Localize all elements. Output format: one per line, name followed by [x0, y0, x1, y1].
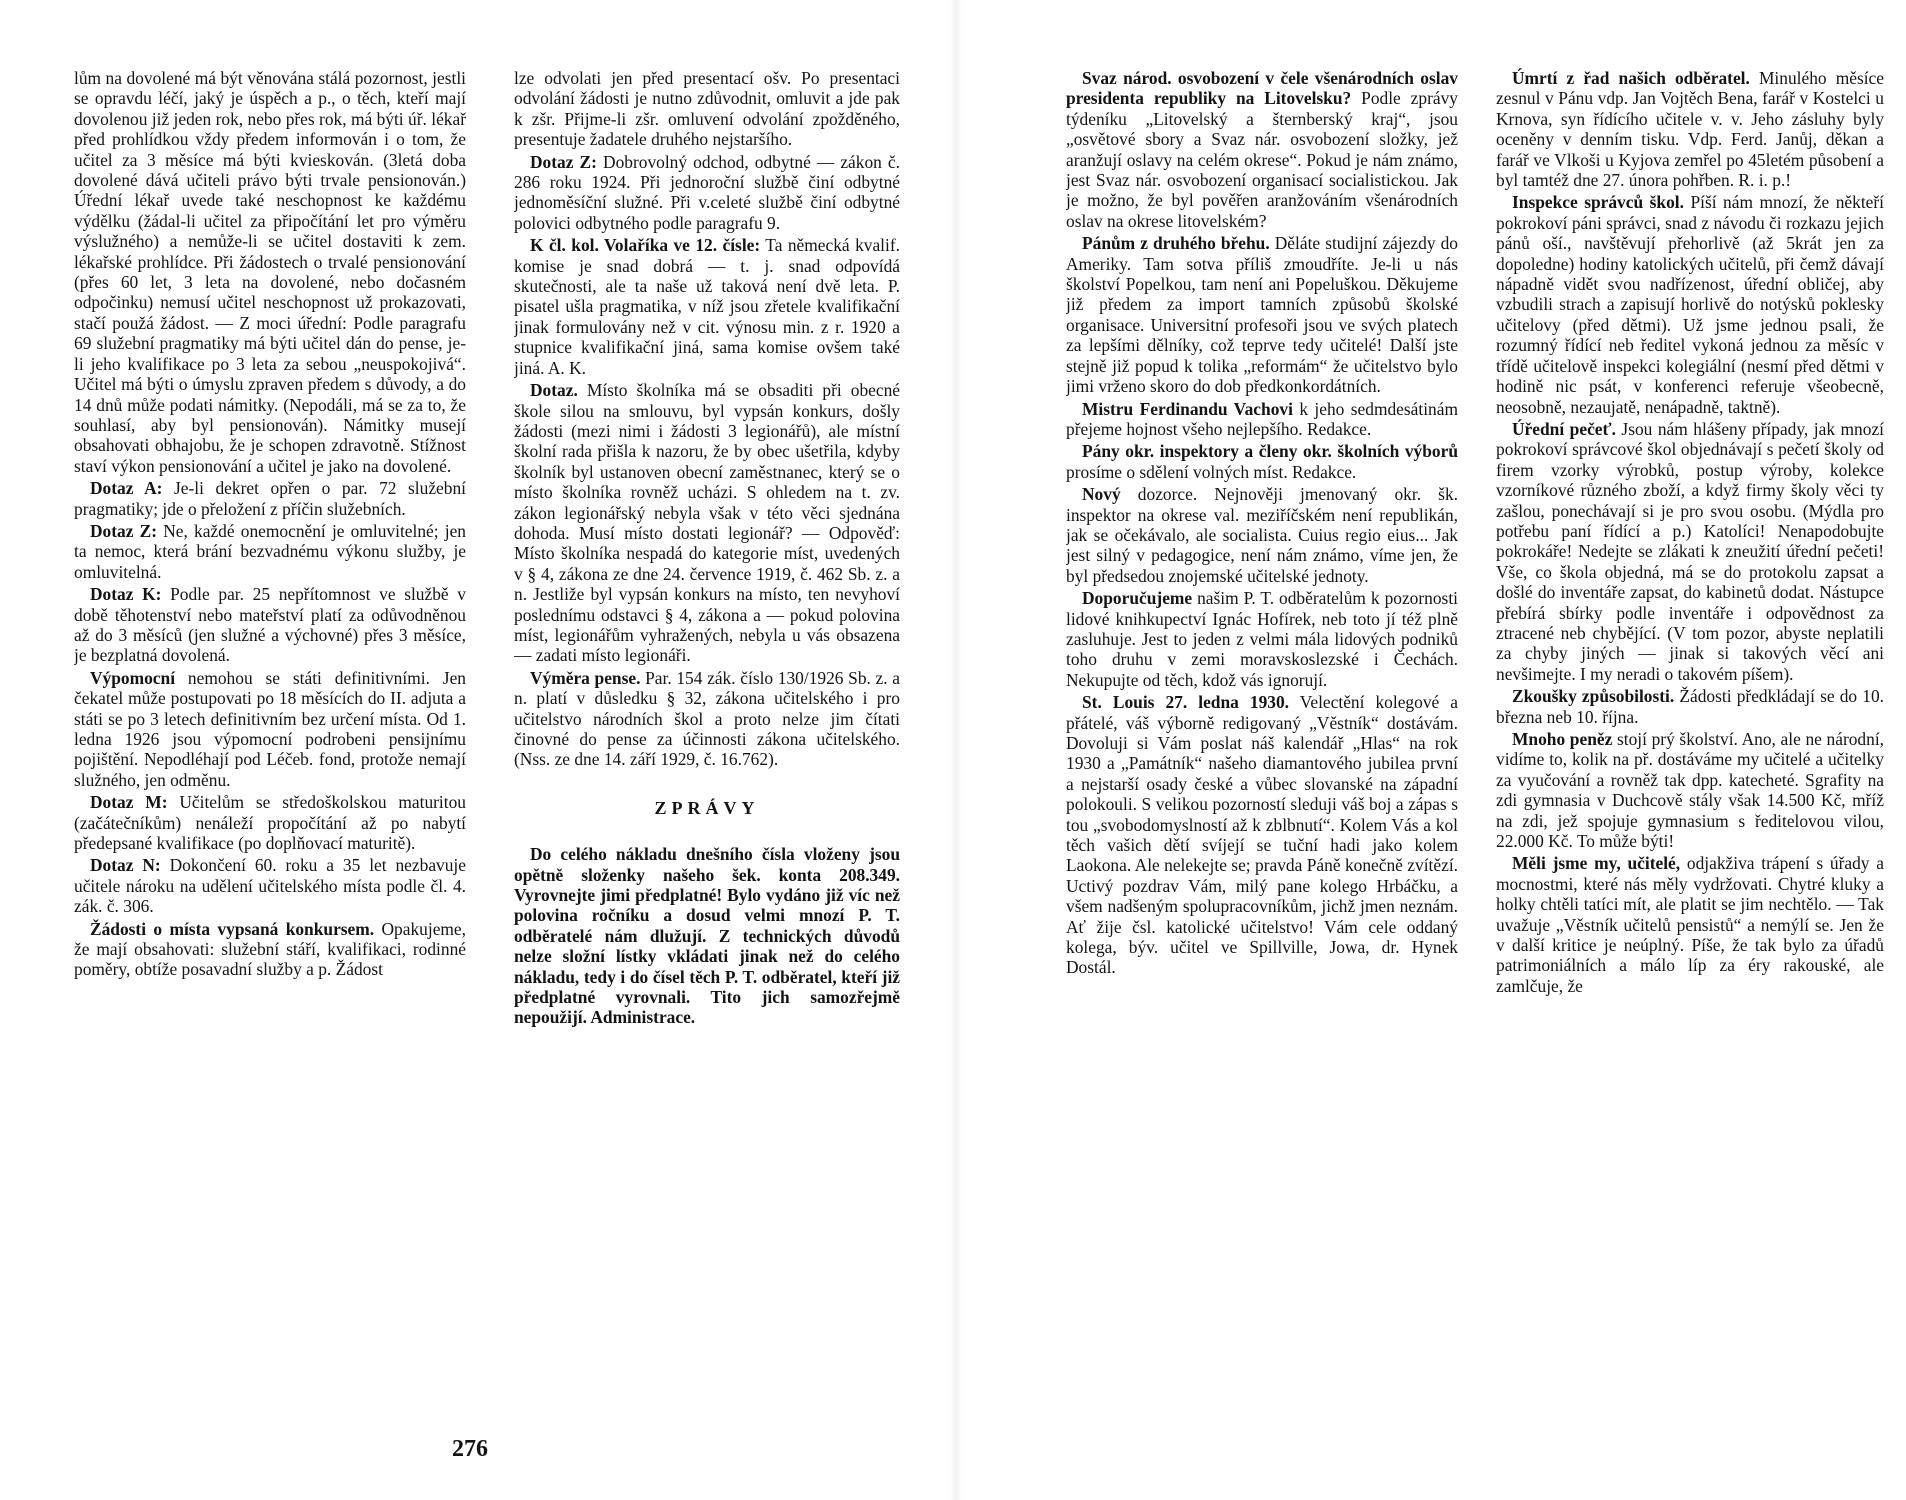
paragraph-lead: Dotaz M: [90, 792, 168, 813]
paragraph-lead: Dotaz Z: [90, 520, 158, 541]
paragraph-lead: Dotaz A: [90, 478, 163, 499]
section-heading-zpravy: ZPRÁVY [654, 797, 760, 818]
paragraph-lead: Pány okr. inspektory a členy okr. školních výborů [1082, 441, 1458, 462]
article-paragraph [1066, 399, 1458, 440]
paragraph-text: Ne, každé onemocnění je omluvitelné; jen ta nemoc, která brání bezvadnému výkonu služby, je omluvitelná. [74, 520, 466, 582]
paragraph-text: Opakujeme, že mají obsahovati: služební stáří, kvalifikaci, rodinné poměry, obtíže posavadní služby a p. Žádost [74, 918, 466, 980]
paragraph-text: k jeho sedmdesátinám přejeme hojnost všeho nejlepšího. Redakce. [1066, 398, 1458, 439]
paragraph-lead: Úmrtí z řad našich odběratel. [1512, 68, 1750, 88]
article-paragraph [1496, 729, 1884, 851]
paragraph-text: lze odvolati jen před presentací ošv. Po presentaci odvolání žádosti je nutno zdůvodnit, omluvit a jde pak k zšr. Přijme-li zšr. omluvení odvolání zpožděného, presentuje žadatele druhého nejstaršího. [514, 68, 900, 150]
article-paragraph [1066, 441, 1458, 482]
paragraph-lead: Svaz národ. osvobození v čele všenárodních oslav presidenta republiky na Litovelsku? [1066, 68, 1458, 109]
book-gutter [950, 0, 962, 1500]
paragraph-text: odjakživa trápení s úřady a mocnostmi, které nás měly vydržovati. Chytré kluky a holky chtěli tatíci mít, ale platit se jim nechtělo. — Tak uvažuje „Věstník učitelů pensistů“ a nemýlí se. Jen že v další kritice je neúplný. Píše, že tak bylo za úřadů patrimoniálních a málo líp za éry rakouské, ale zamlčuje, že [1496, 853, 1884, 996]
article-paragraph [1066, 692, 1458, 978]
paragraph-text: Ta německá kvalif. komise je snad dobrá — t. j. snad odpovídá skutečnosti, ale ta naše už taková není dvě leta. P. pisatel ušla pragmatika, v níž jsou zřetele kvalifikační jinak formulovány než v cit. výnosu min. z r. 1920 a stupnice kvalifikační jiná, sama komise ovšem také jiná. A. K. [514, 235, 900, 378]
left-page-column-2 [514, 68, 900, 1428]
article-paragraph [1066, 233, 1458, 396]
paragraph-lead: Dotaz. [530, 380, 578, 401]
article-paragraph [514, 235, 900, 378]
paragraph-lead: Nový [1082, 484, 1121, 505]
article-paragraph [74, 855, 466, 916]
right-page-column-2 [1496, 68, 1884, 1428]
article-paragraph [1496, 68, 1884, 190]
paragraph-text: Par. 154 zák. číslo 130/1926 Sb. z. a n. platí v důsledku § 32, zákona učitelského i pro učitelstvo národních škol a proto nelze jim čítati činovné do pense za účinnosti zákona učitelského. (Nss. ze dne 14. září 1929, č. 16.762). [514, 667, 900, 770]
paragraph-text: Podle zprávy týdeníku „Litovelský a šternberský kraj“, jsou „osvětové sbory a Svaz nár. osvobození složky, jež aranžují oslavy na celém okrese“. Pokud je nám známo, jest Svaz nár. osvobození organisací socialistickou. Jak je možno, že byl pověřen aranžováním všenárodních oslav na okrese litovelském? [1066, 88, 1458, 231]
right-page-column-1 [1066, 68, 1458, 1428]
paragraph-text: Píší nám mnozí, že někteří pokrokoví páni správci, snad z návodu či rozkazu jejich pánů oší., navštěvují přehorlivě (až 5krát jen za dopoledne) hodiny katolických učitelů, při čemž dávají nápadně vidět svou nadřízenost, úřední obličej, aby vzbudili strach a zapisují horlivě do notýsků poklesky učitelovy (před dětmi). Už jsme jednou psali, že rozumný řídící neb ředitel vykoná jednou za měsíc v třídě učitelově inspekci kolegiální (nesmí před dětmi v hodině nic psát, v konferenci referuje všeobecně, neosobně, nezaujatě, nenápadně, taktně). [1496, 192, 1884, 417]
paragraph-lead: Mistru Ferdinandu Vachovi [1082, 398, 1293, 419]
paragraph-text: Místo školníka má se obsaditi při obecné škole silou na smlouvu, byl vypsán konkurs, došly žádosti (mezi nimi i žádosti 3 legionářů), ale místní školní rada přišla k nazoru, že by obec ušetřila, kdyby školník byl ustanoven obecní zaměstnanec, který se o místo školníka rovněž ucházi. S ohledem na t. zv. zákon legionářský nebyla však v této věci sjednána dohoda. Musí místo dostati legionář? — Odpověď: Místo školníka nespadá do kategorie míst, uvedených v § 4, zákona ze dne 24. července 1919, č. 462 Sb. z. a n. Jestliže byl vypsán konkurs na místo, ten nevyhoví poslednímu odstavci § 4, zákona a — pokud polovina míst, legionářům vyhražených, nebyla u vás obsazena — zadati místo legionáři. [514, 380, 900, 666]
paragraph-text: nemohou se státi definitivními. Jen čekatel může postupovati po 18 měsících do II. adjuta a státi se po 3 letech definitivním bez určení místa. Od 1. ledna 1926 jsou výpomocní podrobeni pensijnímu pojištění. Nepodléhají pod Léčeb. fond, protože nemají služného, jen odměnu. [74, 667, 466, 790]
paragraph-lead: Dotaz K: [90, 584, 162, 605]
article-paragraph [1496, 192, 1884, 416]
left-page-column-1 [74, 68, 466, 1428]
article-paragraph [1496, 419, 1884, 684]
paragraph-lead: Dotaz Z: [530, 151, 597, 172]
paragraph-text: Učitelům se středoškolskou maturitou (začátečníkům) nenáleží propočítání až po nabytí předepsané kvalifikace (po doplňovací maturitě). [74, 792, 466, 854]
article-paragraph [74, 919, 466, 980]
paragraph-lead: K čl. kol. Volaříka ve 12. čísle: [530, 235, 761, 256]
paragraph-text: Děláte studijní zájezdy do Ameriky. Tam sotva příliš zmoudříte. Je-li u nás školství Popelkou, tam není ani Popeluškou. Děkujeme již předem za import tamních způsobů školské organisace. Universitní profesoři jsou ve svých platech za lepšími dělníky, což teprve tedy učitelé! Další jste stejně již popud k tolika „reformám“ že učitelstvo bylo jimi vrženo skoro do dob předkonkordátních. [1066, 233, 1458, 397]
article-paragraph [74, 668, 466, 790]
article-paragraph [514, 380, 900, 666]
paragraph-text: Jsou nám hlášeny případy, jak mnozí pokrokoví správcové škol objednávají s pečetí školy od firem vzorky výrobků, postup výroby, kolekce vzorníkové různého zboží, a když firmy školy věci ty zašlou, ponechávají si je pro svou osobu. (Mýdla pro potřebu paní řídící a p.) Katolíci! Nenapodobujte pokrokáře! Nedejte se zlákati k zneužití úřední pečeti! Vše, co škola objedná, má se do protokolu zapsat a došlé do inventáře zapsat, do kabinetů dodat. Nástupce přebírá sbírky podle inventáře i odpovědnost za ztracené neb chybějící. (V tom pozor, abyste neplatili za chyby jiných — jinak si takových věcí ani nevšimejte. I my neradi o takovém píšem). [1496, 418, 1884, 684]
article-paragraph [74, 792, 466, 853]
article-paragraph [74, 68, 466, 476]
paragraph-text: Dobrovolný odchod, odbytné — zákon č. 286 roku 1924. Při jednoroční službě činí odbytné jednoměsíční služné. Při v.celeté službě činí odbytné polovici odbytného podle paragrafu 9. [514, 151, 900, 233]
paragraph-text: stojí prý školství. Ano, ale ne národní, vidíme to, kolik na př. dostáváme my učitelé a učitelky za vyučování a rovněž tak dpp. katecheté. Sgrafity na zdi gymnasia v Duchcově stály však 14.500 Kč, mříž na zdi, jež spojuje gymnasium s ředitelovou vilou, 22.000 Kč. To může býti! [1496, 729, 1884, 852]
paragraph-lead: Inspekce správců škol. [1512, 192, 1684, 213]
paragraph-text: Velectění kolegové a přátelé, váš výborně redigovaný „Věstník“ dostávám. Dovoluji si Vám poslat náš kalendář „Hlas“ na rok 1930 a „Památník“ našeho diamantového jubilea první a nejstarší osady české a vůbec slovanské na západní polokouli. S velikou pozorností sleduji váš boj a zápas s tou „svobodomyslností až k zblbnutí“. Kolem Vás a kol těch vašich dětí svíjejí se tuční hadi jako kolem Laokona. Ale nelekejte se; pravda Páně konečně zvítězí. Uctivý pozdrav Vám, milý pane kolego Hrbáčku, a všem nadšeným spolupracovníkům, jichž jmen neznám. Ať žije čsl. katolické učitelstvo! Vám cele oddaný kolega, býv. učitel ve Spillville, Jowa, dr. Hynek Dostál. [1066, 692, 1458, 978]
article-paragraph [514, 68, 900, 150]
paragraph-text: lům na dovolené má být věnována stálá pozornost, jestli se opravdu léčí, jaký je úspěch a p., o těch, kteří mají dovolenou již jeden rok, nebo přes rok, má býti úř. lékař před prohlídkou vždy předem informován i o tom, že učitel za 3 měsíce má býti kvieskován. (3letá doba dovolené dává učiteli právo býti trvale pensionován.) Úřední lékař uvede také neschopnost ke každému výdělku (žádal-li učitel za připočítání let pro výměru výslužného) a nemůže-li se učitel dostaviti k zem. lékařské prohlídce. Při žádostech o trvalé pensionování (přes 60 let, 3 leta na dovolené, nebo dočasném odpočinku) nemusí učitel neschopnost už prokazovati, stačí použá žádost. — Z moci úřední: Podle paragrafu 69 služební pragmatiky má býti učitel dán do pense, je-li jeho kvalifikace po 3 leta za sebou „neuspokojivá“. Učitel má býti o úmyslu zpraven předem s důvody, a do 14 dnů může podati námitky. (Nepodáli, má se za to, že souhlasí, aby byl pensionován). Námitky musejí obsahovati obhajobu, že je schopen zdravotně. Stížnost staví výkon pensionování a učitel je jako na dovolené. [74, 68, 466, 476]
article-paragraph [1496, 853, 1884, 996]
paragraph-lead: Dotaz N: [90, 855, 161, 876]
paragraph-text: Je-li dekret opřen o par. 72 služební pragmatiky; jde o přeložení z příčin služebních. [74, 478, 466, 519]
article-paragraph [74, 521, 466, 582]
article-paragraph [74, 478, 466, 519]
paragraph-text: našim P. T. odběratelům k pozornosti lidové knihkupectví Ignác Hofírek, neb toto jí též plně zasluhuje. Jest to jeden z velmi mála lidových podniků toho druhu v zemi moravskoslezské i Čechách. Nekupujte od těch, kdož vás ignorují. [1066, 588, 1458, 690]
article-paragraph [1066, 484, 1458, 586]
paragraph-lead: Mnoho peněz [1512, 729, 1613, 749]
paragraph-lead: Zkoušky způsobilosti. [1512, 686, 1675, 707]
paragraph-text: Minulého měsíce zesnul v Pánu vdp. Jan Vojtěch Bena, farář v Kostelci u Krnova, syn řídícího učitele v. v. Jeho zásluhy byly oceněny v denním tisku. Vdp. Ferd. Janůj, děkan a farář ve Vlkoši u Kyjova zemřel po 45letém působení a byl tamtéž dne 27. února pohřben. R. i. p.! [1496, 68, 1884, 191]
paragraph-text: Žádosti předkládají se do 10. března neb 10. října. [1496, 686, 1884, 727]
paragraph-lead: St. Louis 27. ledna 1930. [1082, 692, 1290, 713]
paragraph-lead: Měli jsme my, učitelé, [1512, 853, 1681, 874]
subscription-notice: Do celého nákladu dnešního čísla vloženy jsou opětně složenky našeho šek. konta 208.349. Vyrovnejte jimi předplatné! Bylo vydáno již víc než polovina ročníku a dosud velmi mnozí P. T. odběratelé nám dlužují. Z technických důvodů nelze složní lístky vkládati jinak než do celého nákladu, tedy i do čísel těch P. T. odběratel, kteří již předplatné vyrovnali. Tito jich samozřejmě nepoužijí. Administrace. [514, 844, 900, 1028]
paragraph-lead: Výpomocní [90, 667, 176, 688]
article-paragraph [514, 668, 900, 770]
article-paragraph [74, 584, 466, 666]
paragraph-lead: Výměra pense. [530, 667, 641, 688]
paragraph-lead: Pánům z druhého břehu. [1082, 233, 1270, 254]
paragraph-lead: Úřední pečeť. [1512, 418, 1616, 439]
article-paragraph [514, 152, 900, 234]
paragraph-text: dozorce. Nejnověji jmenovaný okr. šk. inspektor na okrese val. meziříčském není republikán, jak se očekávalo, ale socialista. Cuius regio eius... Jak jest silný v pedagogice, není nám známo, víme jen, že byl předsedou znojemské učitelské jednoty. [1066, 484, 1458, 586]
article-paragraph [1066, 68, 1458, 231]
paragraph-lead: Žádosti o místa vypsaná konkursem. [90, 918, 375, 939]
paragraph-text: Dokončení 60. roku a 35 let nezbavuje učitele nároku na udělení učitelského místa podle čl. 4. zák. č. 306. [74, 855, 466, 917]
article-paragraph [1496, 686, 1884, 727]
paragraph-lead: Doporučujeme [1082, 588, 1193, 609]
article-paragraph [1066, 588, 1458, 690]
paragraph-text: Podle par. 25 nepřítomnost ve službě v době těhotenství nebo mateřství platí za odůvodněnou až do 3 měsíců (jen služné a výchovné) přes 3 měsíce, je bezplatná dovolená. [74, 584, 466, 666]
page-number: 276 [452, 1436, 488, 1462]
paragraph-text: prosíme o sdělení volných míst. Redakce. [1066, 461, 1357, 482]
